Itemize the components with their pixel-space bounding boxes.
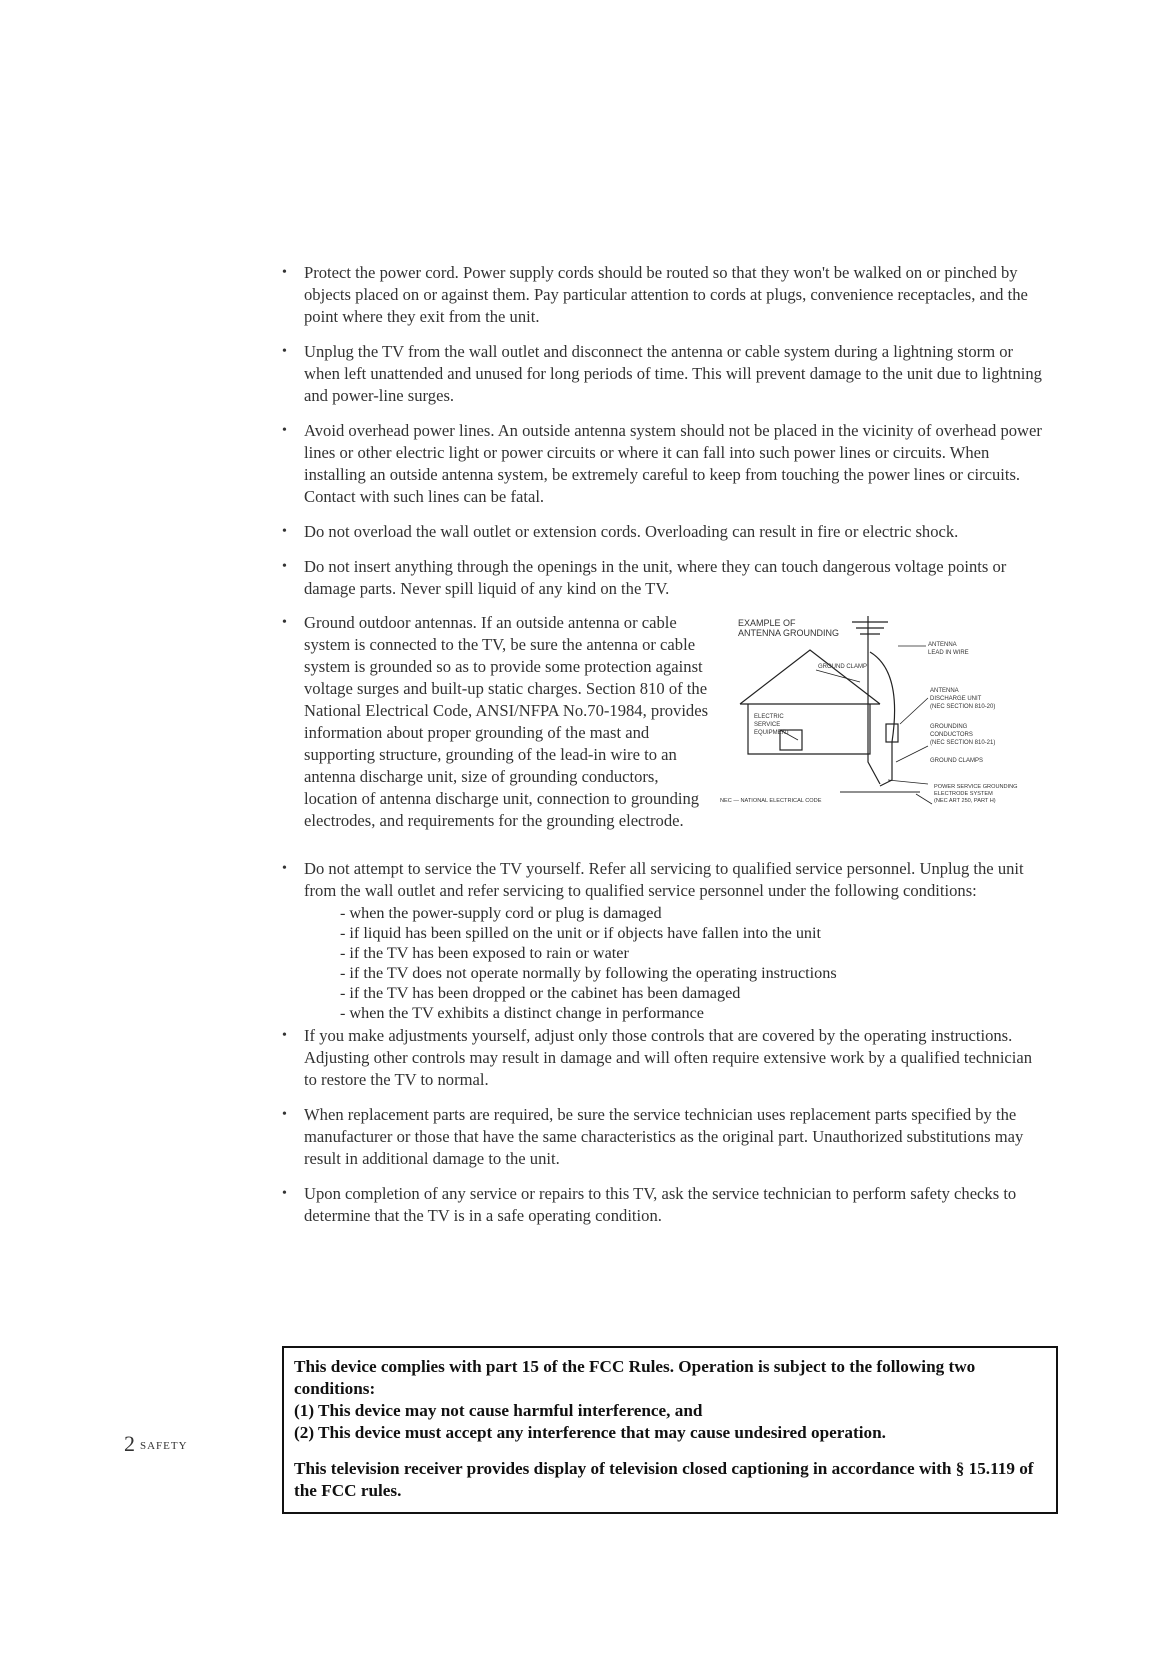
bullet-dot: • [282,1107,287,1122]
label-antenna-2: ANTENNA [930,688,959,694]
bullet-text: Ground outdoor antennas. If an outside antenna or cable system is connected to the TV, be sure the antenna or cable system is grounded so as to provide some protection against voltage surges and built-up static charges. Section 810 of the National Electrical Code, ANSI/NFPA No.70-1984, provides information about proper grounding of the mast and supporting structure, grounding of the lead-in wire to an antenna discharge unit, size of grounding conductors, location of antenna discharge unit, connection to grounding electrodes, and requirements for the grounding electrode. [304,613,709,830]
label-power-service: POWER SERVICE GROUNDING [934,784,1018,790]
closed-caption-statement: This television receiver provides display of television closed captioning in accordance with § 15.119 of the FCC rules. [294,1459,1034,1500]
label-antenna: ANTENNA [928,642,957,648]
bullet-unplug [282,341,1042,407]
bullet-dot: • [282,1028,287,1043]
label-nec-art-250: (NEC ART 250, PART H) [934,798,996,804]
bullet-dot: • [282,559,287,574]
condition-item: - if the TV has been exposed to rain or water [340,944,629,962]
bullet-overload [282,521,1042,543]
safety-content [282,262,1042,1227]
page-footer-label [124,1431,188,1457]
bullet-replacement-parts [282,1104,1042,1170]
antenna-elements [852,622,888,634]
page-number: 2 [124,1431,135,1456]
bullet-dot: • [282,344,287,359]
bullet-protect-cord [282,262,1042,328]
label-electrode-system: ELECTRODE SYSTEM [934,791,993,797]
label-service: SERVICE [754,722,781,728]
bullet-dot: • [282,615,287,630]
bullet-dot: • [282,265,287,280]
bullet-text: Protect the power cord. Power supply cords should be routed so that they won't be walked on or pinched by objects placed on or against them. Pay particular attention to cords at plugs, convenience receptacles, and the point where they exit from the unit. [304,263,1028,326]
service-conditions-list [340,903,1042,1023]
label-lead-in-wire: LEAD IN WIRE [928,650,969,656]
bullet-text: When replacement parts are required, be sure the service technician uses replacement parts specified by the manufacturer or those that have the same characteristics as the original part. Unauthorized substitutions may result in additional damage to the unit. [304,1105,1024,1168]
bullet-service [282,858,1042,902]
fcc-notice-box [282,1346,1058,1514]
bullet-text: Upon completion of any service or repairs to this TV, ask the service technician to perform safety checks to determine that the TV is in a safe operating condition. [304,1184,1017,1225]
label-electric: ELECTRIC [754,714,784,720]
condition-item: - when the power-supply cord or plug is damaged [340,904,662,922]
bullet-text: Do not overload the wall outlet or extension cords. Overloading can result in fire or electric shock. [304,522,959,541]
diagram-title-1: EXAMPLE OF [738,618,796,628]
grounding-conductor [880,742,892,786]
fcc-condition-1: (1) This device may not cause harmful interference, and [294,1401,703,1420]
antenna-grounding-illustration [720,612,1042,822]
label-conductors: CONDUCTORS [930,732,973,738]
house-wall [748,704,870,754]
bullet-dot: • [282,524,287,539]
bullet-overhead-lines [282,420,1042,508]
label-grounding: GROUNDING [930,724,968,730]
label-nec-810-20: (NEC SECTION 810-20) [930,704,996,710]
label-ground-clamps: GROUND CLAMPS [930,758,984,764]
condition-item: - if the TV does not operate normally by following the operating instructions [340,964,837,982]
antenna-grounding-diagram [720,612,1042,822]
bullet-dot: • [282,423,287,438]
label-ground-clamp: GROUND CLAMP [818,664,868,670]
label-nec-810-21: (NEC SECTION 810-21) [930,740,996,746]
bullet-dot: • [282,1186,287,1201]
bullet-text: Do not attempt to service the TV yourself. Refer all servicing to qualified service personnel. Unplug the unit from the wall outlet and refer servicing to qualified service personnel under the following conditions: [304,859,1024,900]
bullet-text: Unplug the TV from the wall outlet and disconnect the antenna or cable system during a lightning storm or when left unattended and unused for long periods of time. This will prevent damage to the unit due to lightning and power-line surges. [304,342,1042,405]
grounding-section [282,612,1042,850]
house-roof [740,650,880,704]
bullet-text: Do not insert anything through the openings in the unit, where they can touch dangerous voltage points or damage parts. Never spill liquid of any kind on the TV. [304,557,1007,598]
label-discharge-unit: DISCHARGE UNIT [930,696,982,702]
bullet-dot: • [282,861,287,876]
condition-item: - if liquid has been spilled on the unit or if objects have fallen into the unit [340,924,822,942]
fcc-condition-2: (2) This device must accept any interference that may cause undesired operation. [294,1423,886,1442]
section-name: SAFETY [140,1440,188,1452]
condition-item: - when the TV exhibits a distinct change in performance [340,1004,704,1022]
bullet-text: If you make adjustments yourself, adjust only those controls that are covered by the operating instructions. Adjusting other controls may result in damage and will often require extensive work by a qualified technician to restore the TV to normal. [304,1026,1033,1089]
condition-item: - if the TV has been dropped or the cabinet has been damaged [340,984,741,1002]
label-nec-definition: NEC — NATIONAL ELECTRICAL CODE [720,798,822,804]
bullet-text: Avoid overhead power lines. An outside antenna system should not be placed in the vicinity of overhead power lines or other electric light or power circuits or where it can fall into such power lines or circuits. When installing an outside antenna system, be extremely careful to keep from touching the power lines or circuits. Contact with such lines can be fatal. [304,421,1042,506]
label-equipment: EQUIPMENT [754,730,790,736]
lead-in-wire [870,652,895,742]
bullet-adjust [282,1025,1042,1091]
diagram-title-2: ANTENNA GROUNDING [738,628,840,638]
bullet-insert [282,556,1042,600]
bullet-safety-check [282,1183,1042,1227]
bullet-ground-antennas [282,612,714,832]
fcc-statement: This device complies with part 15 of the FCC Rules. Operation is subject to the following two conditions: [294,1357,976,1398]
